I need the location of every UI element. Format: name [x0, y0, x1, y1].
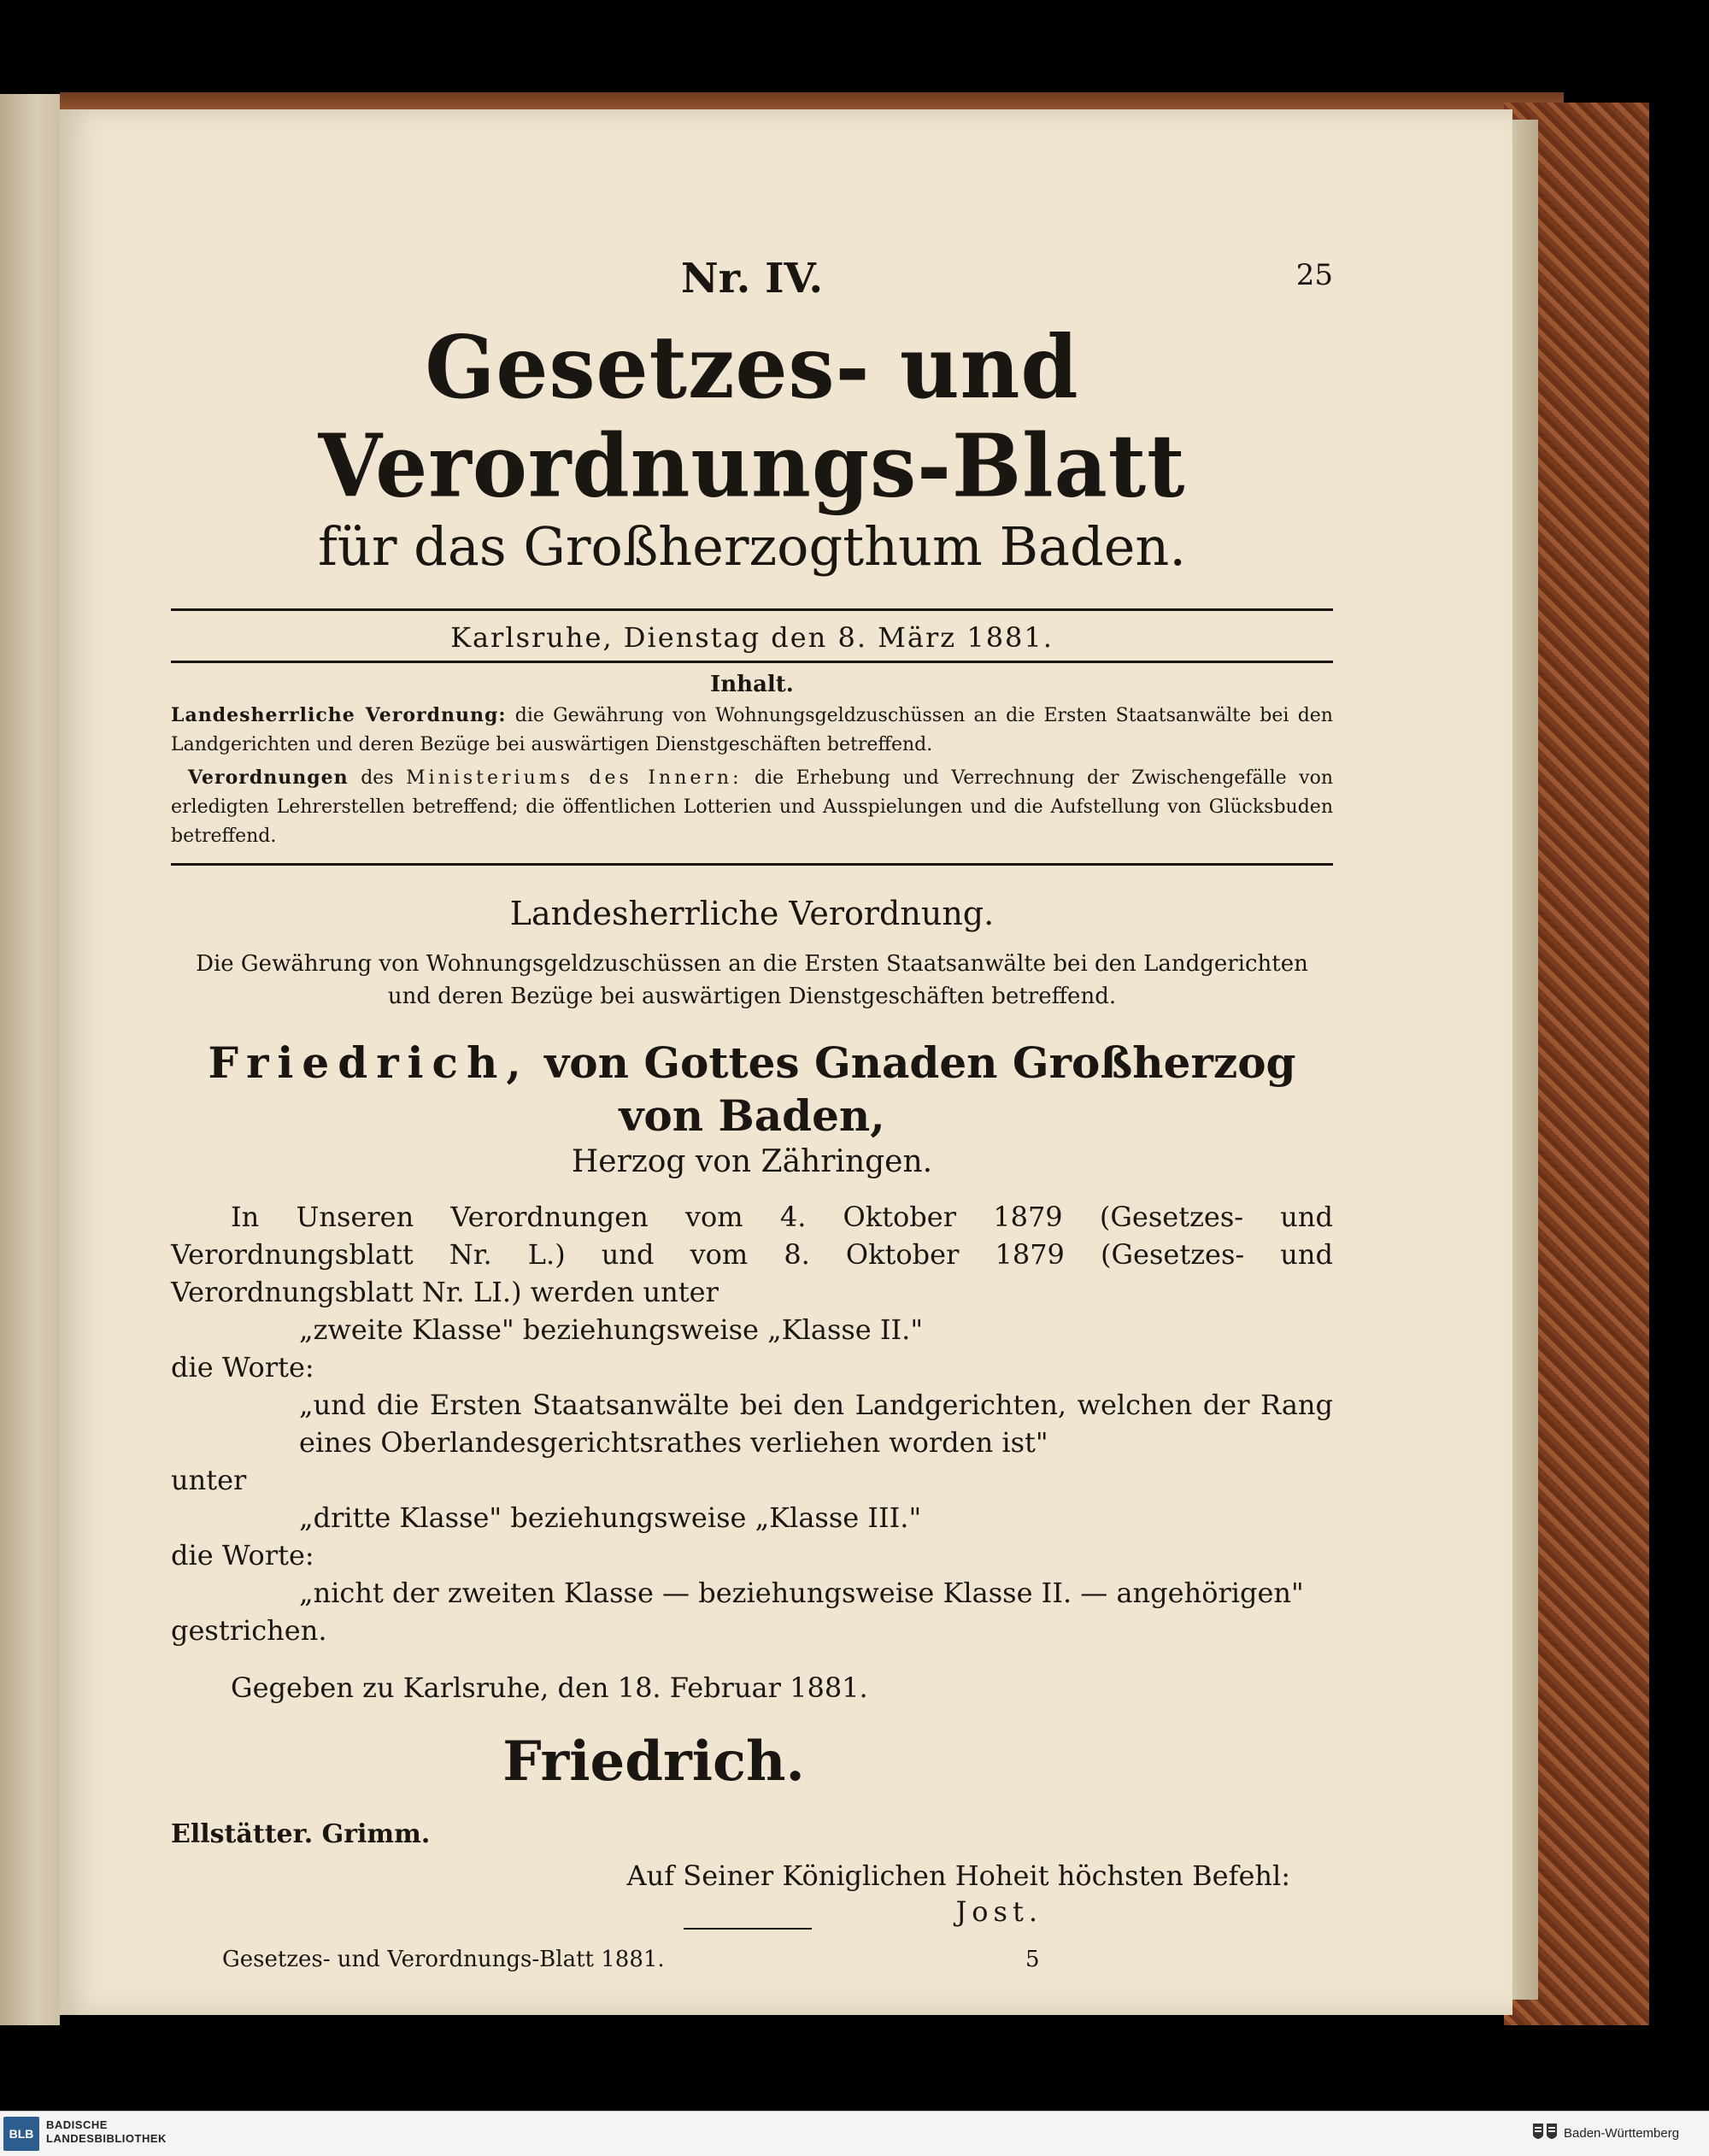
contents-heading: Inhalt. — [710, 672, 794, 697]
short-divider — [684, 1928, 812, 1930]
body-text: unter — [171, 1464, 247, 1496]
page-edge — [1512, 120, 1538, 2000]
blb-name[interactable] — [46, 2118, 167, 2146]
document-page — [60, 109, 1512, 2015]
page-subtitle: für das Großherzogthum Baden. — [317, 515, 1187, 578]
contents-entry-lead: Verordnungen — [188, 767, 349, 789]
section-description: Die Gewährung von Wohnungsgeldzuschüssen an die Ersten Staatsanwälte bei den Landgerichten und deren Bezüge bei auswärtigen Dienstgeschäften betreffend. — [196, 951, 1308, 1009]
page-number: 25 — [1295, 258, 1333, 292]
quoted-text: „nicht der zweiten Klasse — beziehungsweise Klasse II. — angehörigen" — [299, 1577, 1304, 1609]
bw-label[interactable]: Baden-Württemberg — [1564, 2126, 1680, 2141]
contents-entry-lead: Landesherrliche Verordnung: — [171, 704, 507, 726]
body-text: die Worte: — [171, 1351, 314, 1383]
countersignatures: Ellstätter. Grimm. — [171, 1819, 431, 1849]
divider — [171, 661, 1333, 663]
contents-entry — [171, 701, 1333, 760]
quoted-text: „und die Ersten Staatsanwälte bei den Landgerichten, welchen der Rang eines Oberlandesgerichtsrathes verliehen worden ist" — [299, 1389, 1333, 1459]
secretary-name: Jost. — [955, 1895, 1042, 1928]
sovereign-title — [171, 1037, 1333, 1143]
sovereign-rest: von Gottes Gnaden Großherzog von Baden, — [544, 1037, 1296, 1141]
divider — [171, 863, 1333, 866]
page-title: Gesetzes- und Verordnungs-Blatt — [318, 316, 1186, 517]
command-line: Auf Seiner Königlichen Hoheit höchsten Befehl: — [626, 1859, 1290, 1892]
header-line — [171, 255, 1333, 314]
contents-entry-text: die Erhebung und Verrechnung der Zwischengefälle von erledigten Lehrerstellen betreffend; die öffentlichen Lotterien und Ausspielungen und die Aufstellung von Glücksbuden betreffend. — [171, 767, 1334, 847]
footer-left: Gesetzes- und Verordnungs-Blatt 1881. — [222, 1947, 665, 1972]
contents-entry-ministry: Ministeriums des Innern: — [406, 767, 743, 789]
contents-entry — [171, 763, 1333, 851]
contents-entry-text: die Gewährung von Wohnungsgeldzuschüssen an die Ersten Staatsanwälte bei den Landgerichten und deren Bezüge bei auswärtigen Dienstgeschäften betreffend. — [171, 705, 1333, 755]
signature: Friedrich. — [502, 1730, 805, 1794]
page-content — [171, 255, 1333, 1989]
dateline: Karlsruhe, Dienstag den 8. März 1881. — [450, 621, 1054, 654]
quoted-text: „zweite Klasse" beziehungsweise „Klasse II." — [299, 1313, 924, 1346]
coat-of-arms-icon[interactable] — [1530, 2120, 1560, 2147]
page-footer — [171, 1947, 1333, 1989]
body-paragraph: In Unseren Verordnungen vom 4. Oktober 1879 (Gesetzes- und Verordnungsblatt Nr. L.) und vom 8. Oktober 1879 (Gesetzes- und Verordnungsblatt Nr. LI.) werden unter — [171, 1201, 1333, 1308]
body-text: gestrichen. — [171, 1614, 327, 1647]
blb-name-line1: BADISCHE — [46, 2118, 108, 2131]
given-line: Gegeben zu Karlsruhe, den 18. Februar 1881. — [231, 1671, 868, 1704]
quoted-text: „dritte Klasse" beziehungsweise „Klasse III." — [299, 1501, 922, 1534]
sovereign-name: Friedrich, — [208, 1037, 530, 1088]
issue-number: Nr. IV. — [680, 255, 824, 303]
left-page-edge — [0, 94, 60, 2025]
blb-name-line2: LANDESBIBLIOTHEK — [46, 2132, 167, 2145]
blb-logo-icon[interactable]: BLB — [3, 2117, 39, 2151]
section-heading: Landesherrliche Verordnung. — [509, 895, 995, 932]
contents-entry-mid: des — [361, 767, 394, 789]
sovereign-subtitle: Herzog von Zähringen. — [571, 1144, 933, 1179]
body-text: die Worte: — [171, 1539, 314, 1571]
footer-sheet-number: 5 — [1025, 1947, 1040, 1972]
viewer-bottom-bar — [0, 2111, 1709, 2156]
